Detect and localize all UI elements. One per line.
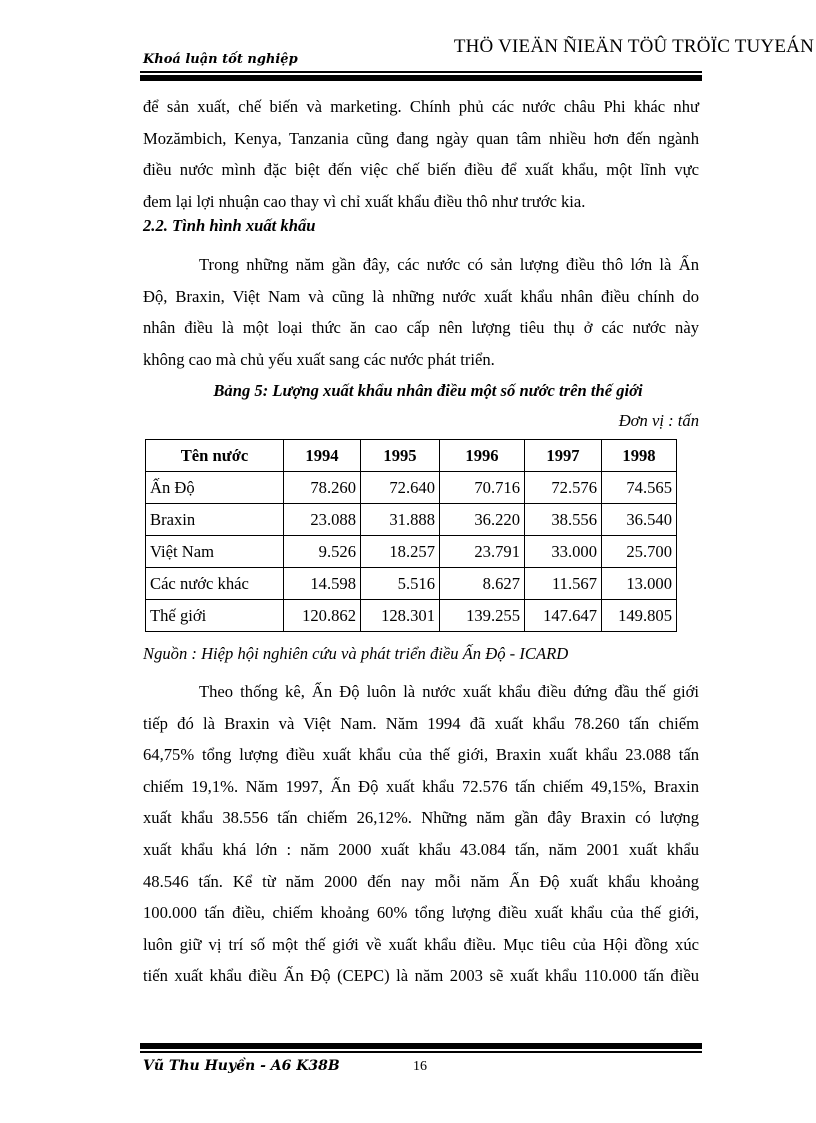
country-cell: Các nước khác <box>146 568 284 600</box>
value-cell: 33.000 <box>525 536 602 568</box>
value-cell: 147.647 <box>525 600 602 632</box>
value-cell: 139.255 <box>440 600 525 632</box>
section-heading: 2.2. Tình hình xuất khẩu <box>143 216 316 235</box>
value-cell: 38.556 <box>525 504 602 536</box>
value-cell: 36.220 <box>440 504 525 536</box>
country-cell: Braxin <box>146 504 284 536</box>
page-number: 16 <box>413 1059 427 1074</box>
header-cell: 1998 <box>602 440 677 472</box>
table-row <box>146 504 677 536</box>
value-cell: 13.000 <box>602 568 677 600</box>
header-cell: 1996 <box>440 440 525 472</box>
header-cell: 1994 <box>284 440 361 472</box>
para2-line: Trong những năm gần đây, các nước có sản lượng điều thô lớn là Ấn <box>199 255 699 274</box>
value-cell: 120.862 <box>284 600 361 632</box>
para3-line: 64,75% tổng lượng điều xuất khẩu của thế giới, Braxin xuất khẩu 23.088 tấn <box>143 745 699 765</box>
export-table <box>145 439 677 632</box>
value-cell: 9.526 <box>284 536 361 568</box>
value-cell: 23.088 <box>284 504 361 536</box>
table-row <box>146 472 677 504</box>
para3-line: xuất khẩu 38.556 tấn chiếm 26,12%. Những năm gần đây Braxin có lượng <box>143 808 699 828</box>
para3-line: 100.000 tấn điều, chiếm khoảng 60% tổng lượng điều xuất khẩu của thế giới, <box>143 903 699 923</box>
header-right: THÖ VIEÄN ÑIEÄN TÖÛ TRÖÏC TUYEÁN <box>453 36 814 57</box>
value-cell: 14.598 <box>284 568 361 600</box>
value-cell: 72.576 <box>525 472 602 504</box>
para1-line: để sản xuất, chế biến và marketing. Chính phủ các nước châu Phi khác như <box>143 97 699 116</box>
para3-line: xuất khẩu khá lớn : năm 2000 xuất khẩu 43.084 tấn, năm 2001 xuất khẩu <box>143 839 699 859</box>
footer-rule-thin <box>140 1051 702 1053</box>
para2-line: nhân điều là một loại thức ăn cao cấp nên lượng tiêu thụ ở các nước này <box>143 318 699 338</box>
header-cell: Tên nước <box>146 440 284 472</box>
table-row <box>146 536 677 568</box>
value-cell: 25.700 <box>602 536 677 568</box>
paragraph-3 <box>143 676 699 992</box>
value-cell: 5.516 <box>361 568 440 600</box>
para2-line: không cao mà chủ yếu xuất sang các nước phát triển. <box>143 349 495 369</box>
para3-line: chiếm 19,1%. Năm 1997, Ấn Độ xuất khẩu 72.576 tấn chiếm 49,15%, Braxin <box>143 776 699 796</box>
para1-line: điều nước mình đặc biệt đến việc chế biến điều để xuất khẩu, một lĩnh vực <box>143 160 699 180</box>
value-cell: 78.260 <box>284 472 361 504</box>
value-cell: 149.805 <box>602 600 677 632</box>
footer-rule-thick <box>140 1043 702 1049</box>
value-cell: 70.716 <box>440 472 525 504</box>
value-cell: 18.257 <box>361 536 440 568</box>
para1-line: đem lại lợi nhuận cao thay vì chỉ xuất khẩu điều thô như trước kia. <box>143 191 586 211</box>
para3-line: luôn giữ vị trí số một thế giới về xuất khẩu điều. Mục tiêu của Hội đồng xúc <box>143 934 699 954</box>
header-cell: 1997 <box>525 440 602 472</box>
value-cell: 11.567 <box>525 568 602 600</box>
para3-line: tiến xuất khẩu điều Ấn Độ (CEPC) là năm 2003 sẽ xuất khẩu 110.000 tấn điều <box>143 966 699 986</box>
table-header-row <box>146 440 677 472</box>
para3-line: Theo thống kê, Ấn Độ luôn là nước xuất khẩu điều đứng đầu thế giới <box>199 682 699 701</box>
table-source: Nguồn : Hiệp hội nghiên cứu và phát triển điều Ấn Độ - ICARD <box>143 644 569 663</box>
table-row <box>146 600 677 632</box>
country-cell: Ấn Độ <box>146 472 284 504</box>
para1-line: Mozămbich, Kenya, Tanzania cũng đang ngày quan tâm nhiều hơn đến ngành <box>143 128 699 148</box>
header-left: Khoá luận tốt nghiệp <box>143 52 298 67</box>
para3-line: 48.546 tấn. Kể từ năm 2000 đến nay mỗi năm Ấn Độ xuất khẩu khoảng <box>143 871 699 891</box>
header-cell: 1995 <box>361 440 440 472</box>
header-rule-thin <box>140 71 702 73</box>
value-cell: 31.888 <box>361 504 440 536</box>
value-cell: 8.627 <box>440 568 525 600</box>
header-rule-thick <box>140 75 702 81</box>
value-cell: 128.301 <box>361 600 440 632</box>
para3-line: tiếp đó là Braxin và Việt Nam. Năm 1994 đã xuất khẩu 78.260 tấn chiếm <box>143 713 699 733</box>
value-cell: 72.640 <box>361 472 440 504</box>
country-cell: Việt Nam <box>146 536 284 568</box>
table-title: Bảng 5: Lượng xuất khẩu nhân điều một số nước trên thế giới <box>213 381 643 400</box>
para2-line: Độ, Braxin, Việt Nam và cũng là những nước xuất khẩu nhân điều chính do <box>143 286 699 306</box>
table-row <box>146 568 677 600</box>
value-cell: 23.791 <box>440 536 525 568</box>
value-cell: 74.565 <box>602 472 677 504</box>
value-cell: 36.540 <box>602 504 677 536</box>
paragraph-1 <box>143 91 699 217</box>
table-unit: Đơn vị : tấn <box>618 411 699 430</box>
footer-author: Vũ Thu Huyền - A6 K38B <box>143 1058 340 1074</box>
paragraph-2 <box>143 249 699 375</box>
country-cell: Thế giới <box>146 600 284 632</box>
